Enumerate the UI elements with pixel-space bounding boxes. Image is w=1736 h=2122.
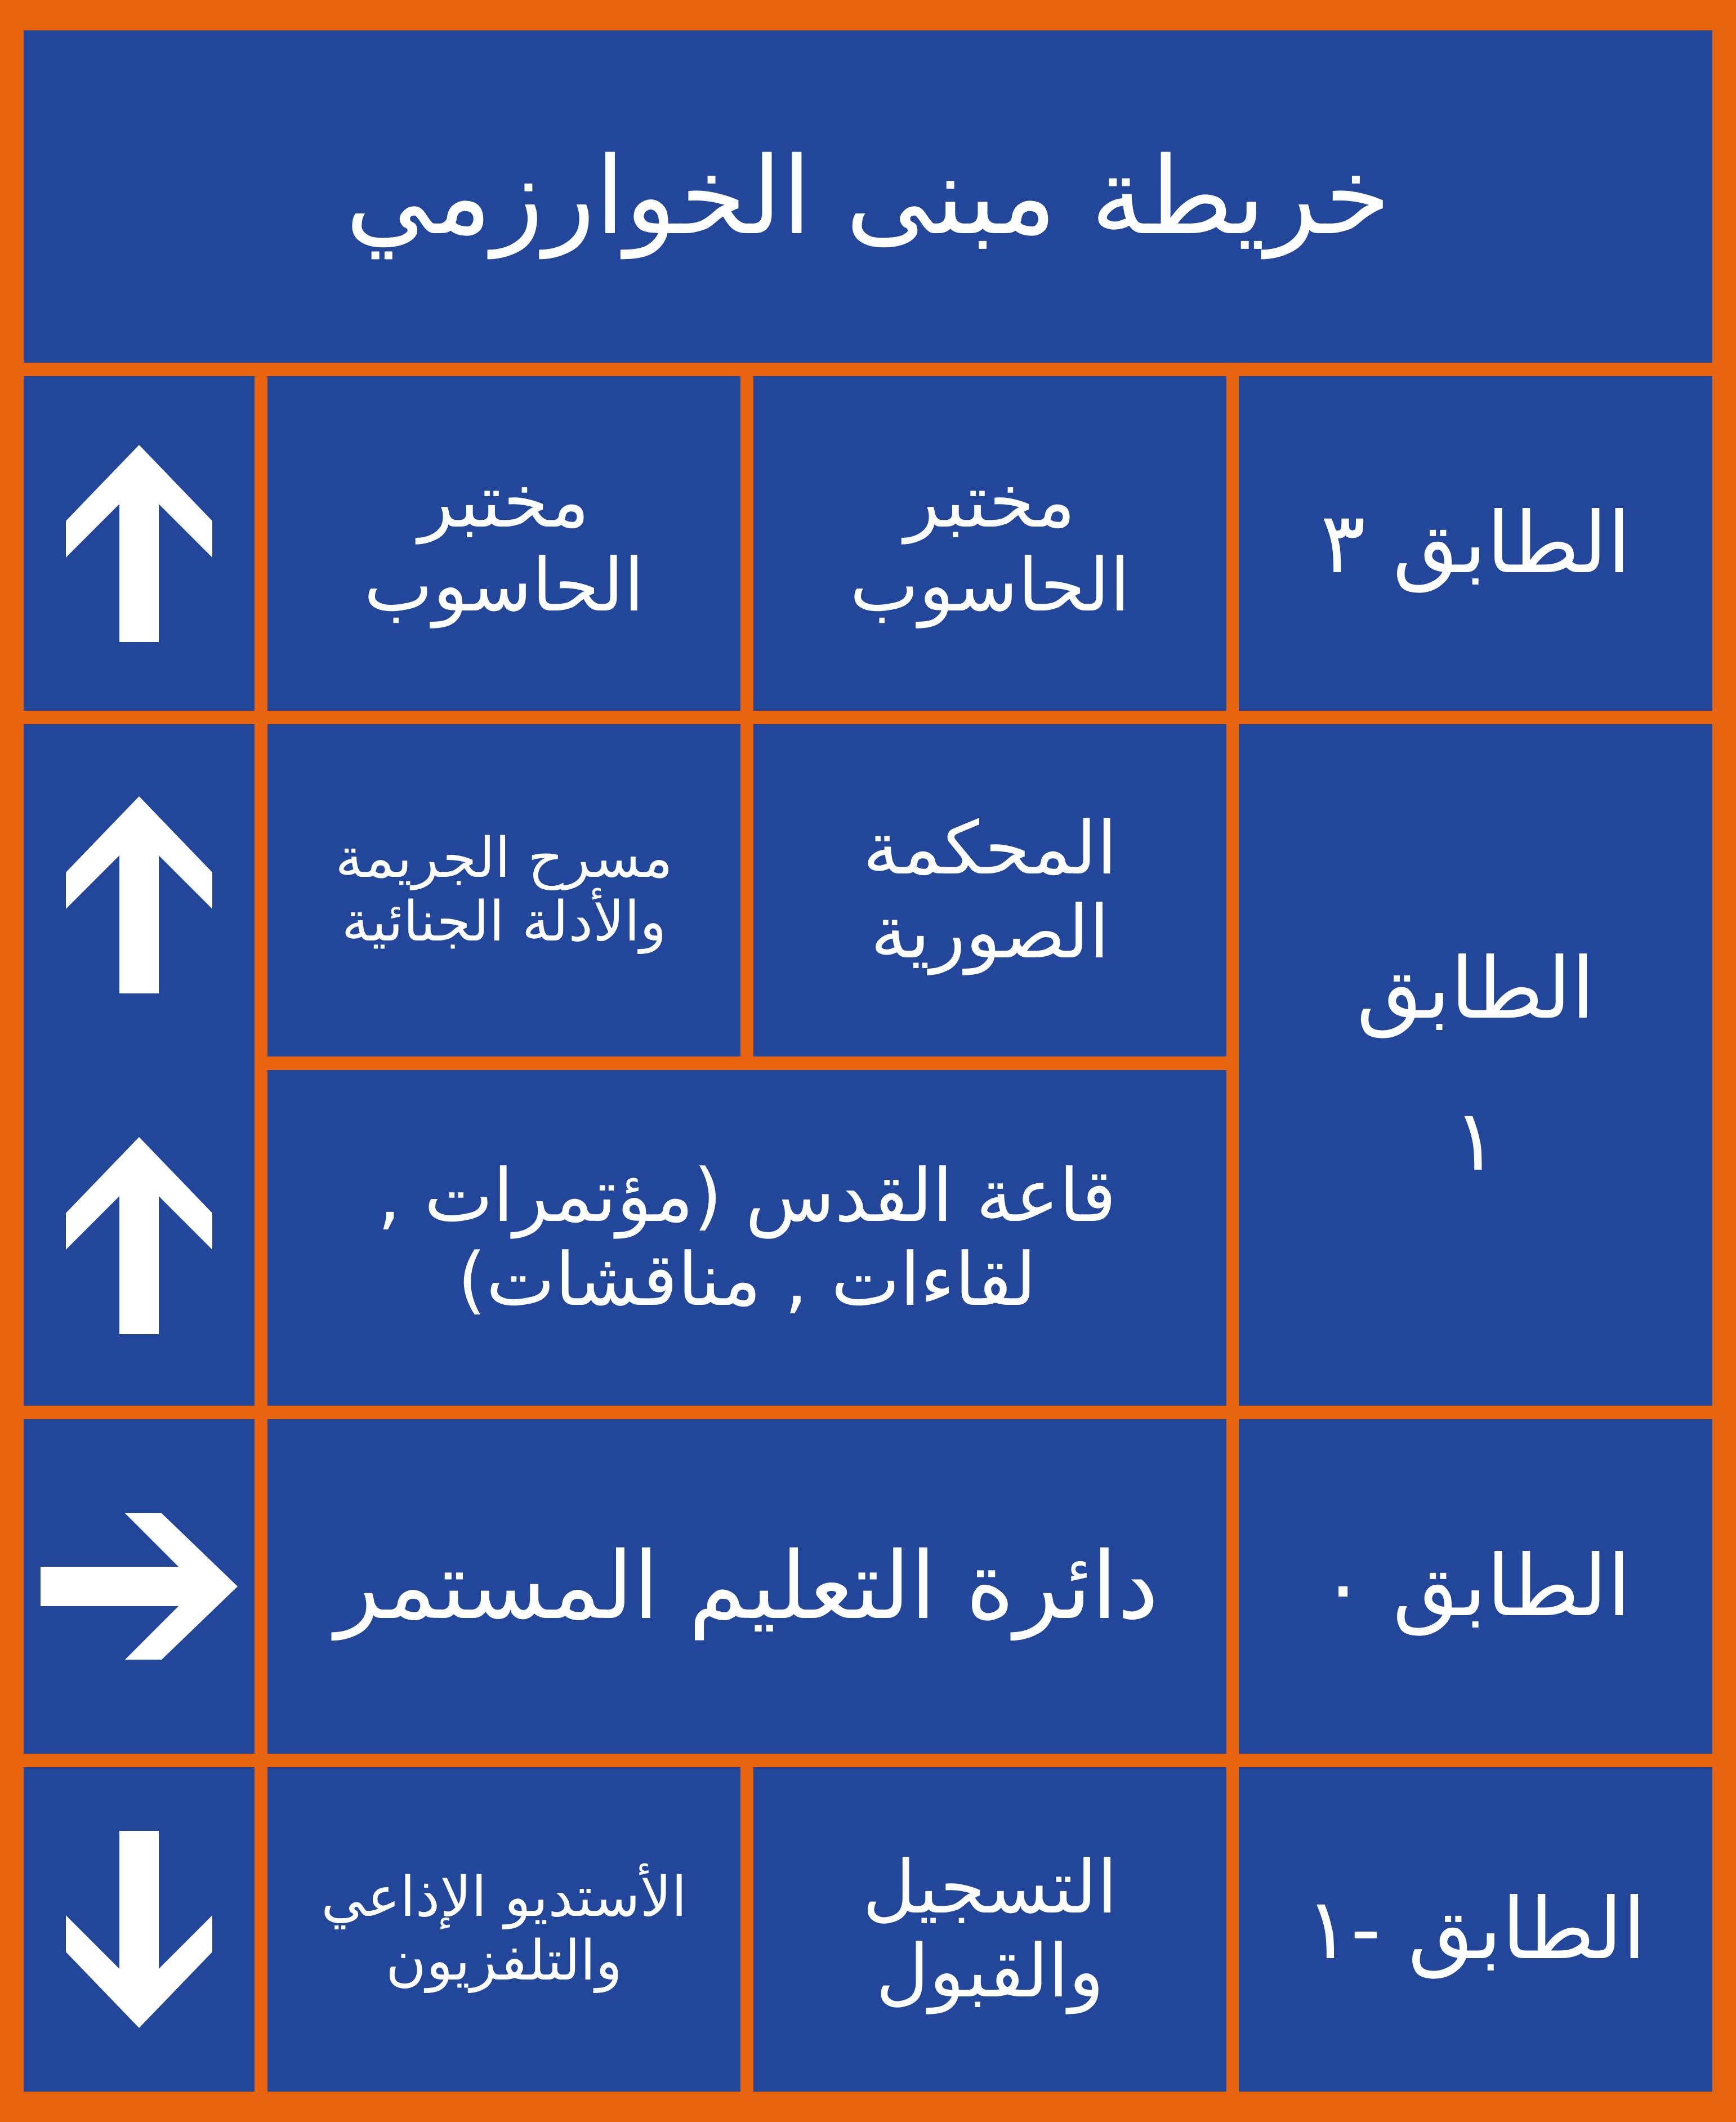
arrow-up-icon	[66, 445, 212, 642]
floor-0-direction-cell	[24, 1419, 255, 1754]
arrow-down-icon	[66, 1831, 212, 2028]
floor-1-label-cell	[1239, 724, 1712, 1406]
floor-1-direction-cell	[24, 724, 255, 1406]
department-label: دائرة التعليم المستمر	[335, 1532, 1159, 1640]
floor-minus-1-label-cell	[1239, 1767, 1712, 2092]
page-title: خريطة مبنى الخوارزمي	[345, 133, 1391, 258]
floor-1-hall	[267, 1070, 1226, 1406]
room-label: مختبر الحاسوب	[364, 458, 644, 628]
floor-3-room-2	[267, 376, 740, 711]
floor-3-label-cell	[1239, 376, 1712, 711]
floor-minus-1-room-2	[267, 1767, 740, 2092]
room-label: الأستديو الإذاعي والتلفزيون	[321, 1865, 687, 1993]
floor-3-direction-cell	[24, 376, 255, 711]
room-label: المحكمة الصورية	[863, 805, 1117, 975]
floor-minus-1-label: الطابق -١	[1305, 1880, 1646, 1978]
title-banner	[24, 30, 1712, 363]
floor-1-room-1	[753, 724, 1226, 1056]
floor-1-label: الطابق	[1356, 940, 1595, 1038]
floor-1-room-2	[267, 724, 740, 1056]
room-label: مختبر الحاسوب	[850, 458, 1130, 628]
floor-3-room-1	[753, 376, 1226, 711]
floor-0-label-cell	[1239, 1419, 1712, 1754]
room-label: التسجيل والقبول	[862, 1844, 1118, 2014]
floor-3-label: الطابق ٣	[1320, 494, 1631, 592]
floor-0-label: الطابق ٠	[1320, 1537, 1631, 1635]
hall-label: قاعة القدس (مؤتمرات , لقاءات , مناقشات)	[377, 1152, 1117, 1322]
room-label: مسرح الجريمة والأدلة الجنائية	[335, 826, 673, 954]
arrow-up-icon	[66, 796, 212, 993]
floor-minus-1-room-1	[753, 1767, 1226, 2092]
hall-arrow-up-icon	[66, 1137, 212, 1334]
floor-0-department	[267, 1419, 1226, 1754]
arrow-right-icon	[41, 1513, 238, 1660]
floor-minus-1-direction-cell	[24, 1767, 255, 2092]
floor-1-number: ١	[1453, 1092, 1498, 1190]
